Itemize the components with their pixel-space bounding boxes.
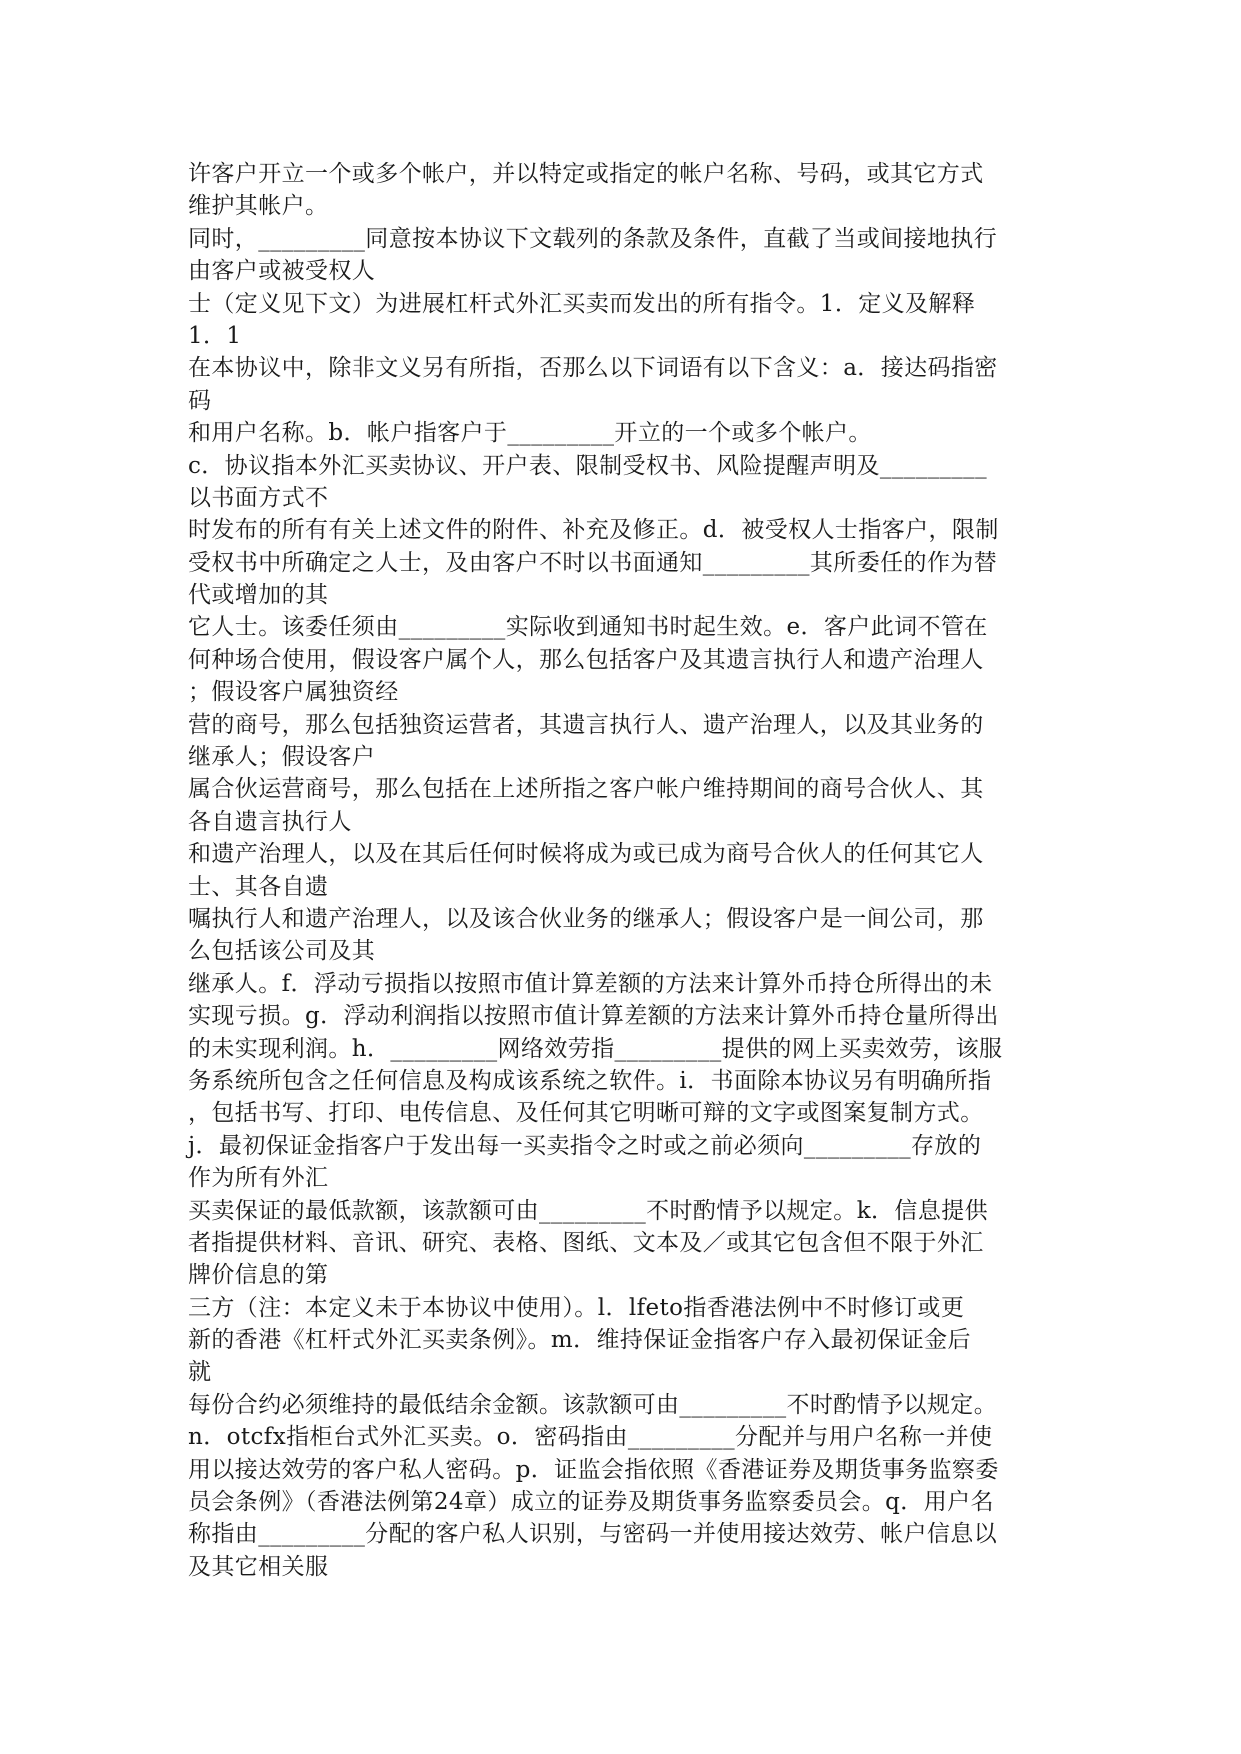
document-text-line: ，包括书写、打印、电传信息、及任何其它明晰可辩的文字或图案复制方式。 xyxy=(188,1100,984,1127)
document-text-line: 者指提供材料、音讯、研究、表格、图纸、文本及／或其它包含但不限于外汇 xyxy=(188,1229,984,1256)
document-text-line: 和用户名称。b．帐户指客户于_________开立的一个或多个帐户。 xyxy=(188,420,872,447)
document-text-line: 代或增加的其 xyxy=(188,582,329,609)
document-text-line: 嘱执行人和遗产治理人，以及该合伙业务的继承人；假设客户是一间公司，那 xyxy=(188,905,984,932)
document-text-line: 新的香港《杠杆式外汇买卖条例》。m．维持保证金指客户存入最初保证金后 xyxy=(188,1327,971,1354)
document-text-line: 用以接达效劳的客户私人密码。p．证监会指依照《香港证券及期货事务监察委 xyxy=(188,1456,999,1483)
document-text-line: 以书面方式不 xyxy=(188,484,329,511)
document-text-line: 继承人；假设客户 xyxy=(188,744,376,771)
document-text-line: n．otcfx指柜台式外汇买卖。o．密码指由_________分配并与用户名称一并使 xyxy=(188,1424,993,1451)
document-text-line: 作为所有外汇 xyxy=(188,1165,329,1192)
document-text-line: 受权书中所确定之人士，及由客户不时以书面通知_________其所委任的作为替 xyxy=(188,549,998,576)
document-text-line: 各自遗言执行人 xyxy=(188,808,352,835)
document-text-line: 的未实现利润。h．_________网络效劳指_________提供的网上买卖效劳，该服 xyxy=(188,1035,1003,1062)
document-text-line: 许客户开立一个或多个帐户，并以特定或指定的帐户名称、号码，或其它方式 xyxy=(188,161,984,187)
document-text-line: 1．1 xyxy=(188,322,242,349)
document-text-line: ；假设客户属独资经 xyxy=(188,679,399,706)
document-text-line: 员会条例》（香港法例第24章）成立的证券及期货事务监察委员会。q．用户名 xyxy=(188,1489,994,1516)
document-text-line: 每份合约必须维持的最低结余金额。该款额可由_________不时酌情予以规定。 xyxy=(188,1391,998,1418)
document-text-line: 买卖保证的最低款额，该款额可由_________不时酌情予以规定。k．信息提供 xyxy=(188,1197,989,1224)
document-text-line: j．最初保证金指客户于发出每一买卖指令之时或之前必须向_________存放的 xyxy=(188,1132,982,1159)
document-text-line: 么包括该公司及其 xyxy=(188,938,376,965)
document-text-line: 及其它相关服 xyxy=(188,1553,329,1580)
document-text-line: 由客户或被受权人 xyxy=(188,258,376,285)
document-text-line: 它人士。该委任须由_________实际收到通知书时起生效。e．客户此词不管在 xyxy=(188,614,988,641)
document-text-line: 继承人。f．浮动亏损指以按照市值计算差额的方法来计算外币持仓所得出的未 xyxy=(188,970,993,997)
document-text-line: 士（定义见下文）为进展杠杆式外汇买卖而发出的所有指令。1．定义及解释 xyxy=(188,290,976,317)
document-text-line: 三方（注：本定义未于本协议中使用）。l．lfeto指香港法例中不时修订或更 xyxy=(188,1294,965,1321)
document-body xyxy=(188,158,1068,1583)
document-text-line: 同时，_________同意按本协议下文载列的条款及条件，直截了当或间接地执行 xyxy=(188,225,998,252)
document-text-line: 何种场合使用，假设客户属个人，那么包括客户及其遗言执行人和遗产治理人 xyxy=(188,646,984,673)
document-text-line: 维护其帐户。 xyxy=(188,193,329,220)
document-text-line: 时发布的所有有关上述文件的附件、补充及修正。d．被受权人士指客户，限制 xyxy=(188,517,999,544)
document-text-line: 称指由_________分配的客户私人识别，与密码一并使用接达效劳、帐户信息以 xyxy=(188,1521,998,1548)
document-text-line: 和遗产治理人，以及在其后任何时候将成为或已成为商号合伙人的任何其它人 xyxy=(188,841,984,868)
document-text-line: 在本协议中，除非文义另有所指，否那么以下词语有以下含义：a．接达码指密 xyxy=(188,355,998,382)
document-text-line: 码 xyxy=(188,387,212,414)
document-text-line: 属合伙运营商号，那么包括在上述所指之客户帐户维持期间的商号合伙人、其 xyxy=(188,776,984,803)
document-text-line: 营的商号，那么包括独资运营者，其遗言执行人、遗产治理人，以及其业务的 xyxy=(188,711,984,738)
document-text-line: c．协议指本外汇买卖协议、开户表、限制受权书、风险提醒声明及_________ xyxy=(188,452,987,479)
document-text-line: 务系统所包含之任何信息及构成该系统之软件。i．书面除本协议另有明确所指 xyxy=(188,1067,992,1094)
document-text-line: 士、其各自遗 xyxy=(188,873,329,900)
document-text-line: 实现亏损。g．浮动利润指以按照市值计算差额的方法来计算外币持仓量所得出 xyxy=(188,1003,999,1030)
document-text-line: 就 xyxy=(188,1359,212,1386)
document-text-line: 牌价信息的第 xyxy=(188,1262,329,1289)
